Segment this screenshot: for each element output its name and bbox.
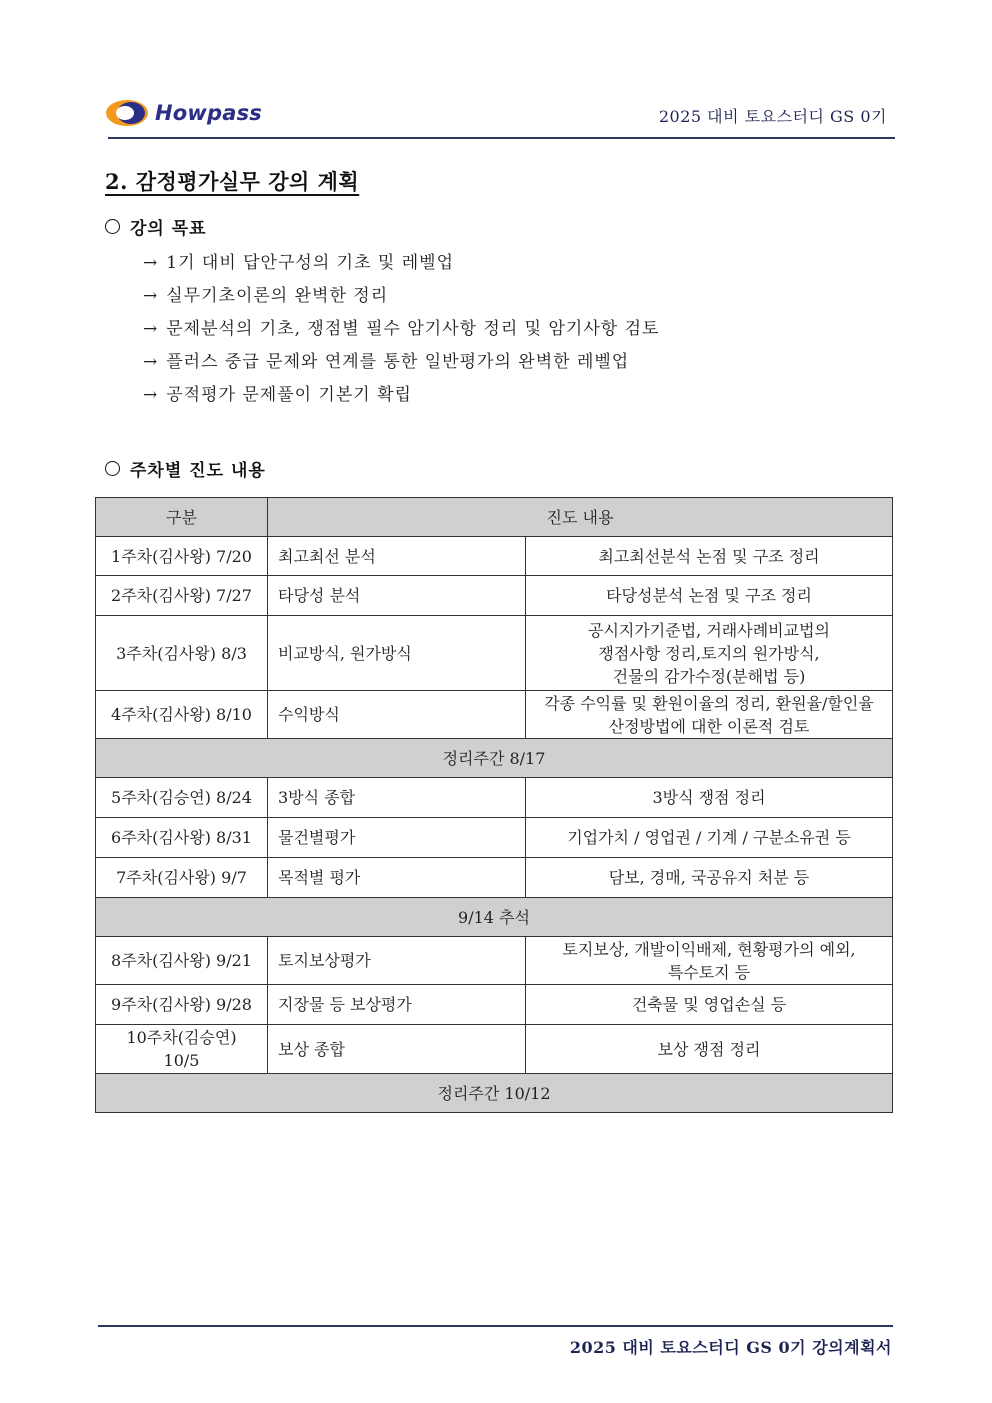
week-cell: 4주차(김사왕) 8/10: [96, 691, 268, 739]
table-header-row: [96, 498, 893, 537]
schedule-heading: [105, 456, 266, 481]
week-cell: 1주차(김사왕) 7/20: [96, 537, 268, 576]
detail-line: 타당성분석 논점 및 구조 정리: [606, 586, 812, 605]
topic-cell: 수익방식: [268, 691, 526, 739]
detail-cell: [526, 691, 893, 739]
column-header-content: 진도 내용: [268, 498, 893, 537]
week-cell: 7주차(김사왕) 9/7: [96, 858, 268, 898]
detail-line: 산정방법에 대한 이론적 검토: [608, 716, 810, 736]
break-row: [96, 739, 893, 778]
howpass-logo: [105, 98, 262, 128]
detail-line: 토지보상, 개발이익배제, 현황평가의 예외,: [562, 939, 856, 959]
break-label: 정리주간 10/12: [96, 1074, 893, 1113]
detail-line: 건축물 및 영업손실 등: [631, 995, 787, 1014]
table-row: [96, 778, 893, 818]
week-line: 10/5: [163, 1051, 200, 1070]
table-row: [96, 985, 893, 1025]
detail-cell: [526, 818, 893, 858]
week-line: 10주차(김승연): [126, 1028, 237, 1047]
detail-cell: [526, 937, 893, 985]
header-title: 2025 대비 토요스터디 GS 0기: [658, 107, 887, 126]
detail-cell: [526, 1025, 893, 1074]
detail-line: 공시지가기준법, 거래사례비교법의: [587, 620, 830, 640]
detail-line: 최고최선분석 논점 및 구조 정리: [598, 546, 820, 566]
table-row: [96, 1025, 893, 1074]
topic-cell: 목적별 평가: [268, 858, 526, 898]
footer-divider: [98, 1325, 893, 1327]
goal-text: 실무기초이론의 완벽한 정리: [166, 286, 389, 306]
break-row: [96, 898, 893, 937]
arrow-icon: →: [143, 319, 159, 339]
table-row: [96, 537, 893, 576]
table-row: [96, 937, 893, 985]
goal-item: [143, 318, 659, 351]
goal-text: 문제분석의 기초, 쟁점별 필수 암기사항 정리 및 암기사항 검토: [166, 319, 660, 339]
week-cell: 3주차(김사왕) 8/3: [96, 616, 268, 691]
detail-line: 보상 쟁점 정리: [657, 1039, 761, 1059]
header-divider: [108, 137, 895, 139]
arrow-icon: →: [143, 286, 159, 306]
logo-text: Howpass: [155, 101, 263, 125]
goals-list: [143, 252, 659, 417]
logo-swoosh-icon: [105, 98, 149, 128]
table-row: [96, 576, 893, 616]
circle-bullet-icon: [105, 461, 120, 476]
goals-heading-text: 강의 목표: [130, 219, 207, 239]
week-cell: 6주차(김사왕) 8/31: [96, 818, 268, 858]
detail-cell: [526, 576, 893, 616]
arrow-icon: →: [143, 253, 159, 273]
topic-cell: 최고최선 분석: [268, 537, 526, 576]
detail-line: 특수토지 등: [667, 962, 751, 982]
footer-text: 2025 대비 토요스터디 GS 0기 강의계획서: [569, 1338, 892, 1357]
topic-cell: 물건별평가: [268, 818, 526, 858]
column-header-week: 구분: [96, 498, 268, 537]
goal-item: [143, 285, 659, 318]
break-row: [96, 1074, 893, 1113]
detail-line: 담보, 경매, 국공유지 처분 등: [608, 868, 810, 887]
detail-cell: [526, 778, 893, 818]
detail-line: 건물의 감가수정(분해법 등): [612, 666, 806, 686]
table-row: [96, 818, 893, 858]
circle-bullet-icon: [105, 219, 120, 234]
goal-item: [143, 252, 659, 285]
arrow-icon: →: [143, 352, 159, 372]
table-row: [96, 616, 893, 691]
goal-text: 공적평가 문제풀이 기본기 확립: [166, 385, 412, 405]
goal-text: 플러스 중급 문제와 연계를 통한 일반평가의 완벽한 레벨업: [166, 352, 630, 372]
topic-cell: 지장물 등 보상평가: [268, 985, 526, 1025]
schedule-heading-text: 주차별 진도 내용: [130, 461, 266, 481]
schedule-table: [95, 497, 893, 1113]
topic-cell: 3방식 종합: [268, 778, 526, 818]
table-row: [96, 858, 893, 898]
goal-text: 1기 대비 답안구성의 기초 및 레벨업: [166, 253, 454, 273]
table-row: [96, 691, 893, 739]
detail-line: 기업가치 / 영업권 / 기계 / 구분소유권 등: [567, 828, 851, 847]
detail-line: 각종 수익률 및 환원이율의 정리, 환원율/할인율: [544, 693, 874, 713]
page-header: [105, 96, 895, 138]
detail-cell: [526, 985, 893, 1025]
week-cell: 2주차(김사왕) 7/27: [96, 576, 268, 616]
detail-line: 3방식 쟁점 정리: [652, 788, 766, 807]
goal-item: [143, 351, 659, 384]
detail-line: 쟁점사항 정리,토지의 원가방식,: [598, 643, 820, 663]
detail-cell: [526, 858, 893, 898]
week-cell: 9주차(김사왕) 9/28: [96, 985, 268, 1025]
week-cell: 5주차(김승연) 8/24: [96, 778, 268, 818]
topic-cell: 보상 종합: [268, 1025, 526, 1074]
detail-cell: [526, 537, 893, 576]
week-cell: [96, 1025, 268, 1074]
detail-cell: [526, 616, 893, 691]
break-label: 9/14 추석: [96, 898, 893, 937]
goal-item: [143, 384, 659, 417]
goals-heading: [105, 214, 207, 239]
arrow-icon: →: [143, 385, 159, 405]
section-title: 2. 감정평가실무 강의 계획: [105, 169, 360, 194]
topic-cell: 토지보상평가: [268, 937, 526, 985]
week-cell: 8주차(김사왕) 9/21: [96, 937, 268, 985]
topic-cell: 비교방식, 원가방식: [268, 616, 526, 691]
topic-cell: 타당성 분석: [268, 576, 526, 616]
break-label: 정리주간 8/17: [96, 739, 893, 778]
